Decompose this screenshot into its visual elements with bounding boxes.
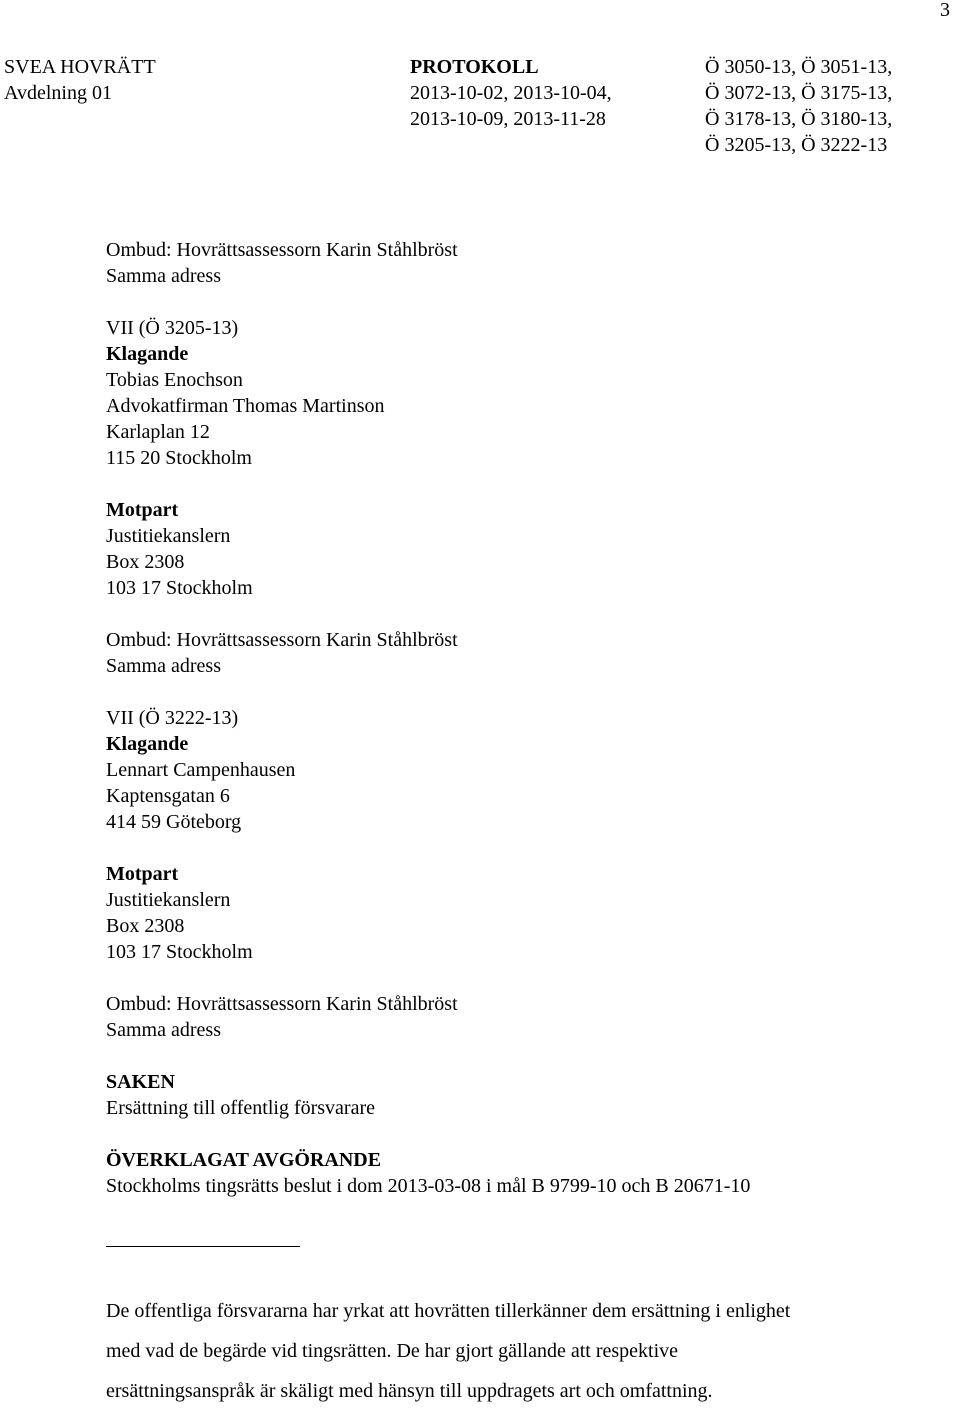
section-heading: Klagande (106, 343, 189, 365)
paragraph-line: ersättningsanspråk är skäligt med hänsyn till uppdragets art och omfattning. (106, 1380, 713, 1402)
section-line: Ombud: Hovrättsassessorn Karin Ståhlbröst (106, 239, 458, 261)
section-line: Kaptensgatan 6 (106, 785, 230, 807)
section-line: 103 17 Stockholm (106, 577, 253, 599)
section-line: Ombud: Hovrättsassessorn Karin Ståhlbröst (106, 629, 458, 651)
section-line: Samma adress (106, 1019, 221, 1041)
section-line: VII (Ö 3205-13) (106, 317, 239, 339)
section-line: 103 17 Stockholm (106, 941, 253, 963)
section-line: Box 2308 (106, 915, 185, 937)
section-line: Samma adress (106, 655, 221, 677)
court-name: SVEA HOVRÄTT (4, 56, 156, 78)
section-line: Ersättning till offentlig försvarare (106, 1097, 375, 1119)
case-numbers-3: Ö 3178-13, Ö 3180-13, (705, 108, 893, 130)
section-heading: ÖVERKLAGAT AVGÖRANDE (106, 1149, 382, 1171)
court-division: Avdelning 01 (4, 82, 112, 104)
case-numbers-2: Ö 3072-13, Ö 3175-13, (705, 82, 893, 104)
section-line: 414 59 Göteborg (106, 811, 242, 833)
decision-paragraph (106, 1291, 906, 1411)
header-protocol-block (410, 54, 612, 132)
section-line: 115 20 Stockholm (106, 447, 252, 469)
case-numbers-1: Ö 3050-13, Ö 3051-13, (705, 56, 893, 78)
section-line: Samma adress (106, 265, 221, 287)
paragraph-line: med vad de begärde vid tingsrätten. De har gjort gällande att respektive (106, 1340, 679, 1362)
section-heading: Motpart (106, 863, 179, 885)
header-case-numbers (705, 54, 892, 158)
section-line: Tobias Enochson (106, 369, 243, 391)
paragraph-line: De offentliga försvararna har yrkat att hovrätten tillerkänner dem ersättning i enlighet (106, 1300, 791, 1322)
section-line: Justitiekanslern (106, 525, 231, 547)
section-line: Stockholms tingsrätts beslut i dom 2013-03-08 i mål B 9799-10 och B 20671-10 (106, 1175, 751, 1197)
section-heading: Motpart (106, 499, 179, 521)
section-divider (106, 1246, 300, 1247)
section-line: Justitiekanslern (106, 889, 231, 911)
section-line: Advokatfirman Thomas Martinson (106, 395, 385, 417)
case-numbers-4: Ö 3205-13, Ö 3222-13 (705, 134, 888, 156)
document-type: PROTOKOLL (410, 56, 539, 78)
section-line: Box 2308 (106, 551, 185, 573)
header-court-block (4, 54, 156, 106)
section-line: VII (Ö 3222-13) (106, 707, 239, 729)
section-heading: Klagande (106, 733, 189, 755)
section-line: Lennart Campenhausen (106, 759, 296, 781)
protocol-dates-2: 2013-10-09, 2013-11-28 (410, 108, 606, 130)
page-number: 3 (940, 0, 950, 21)
section-heading: SAKEN (106, 1071, 175, 1093)
protocol-dates-1: 2013-10-02, 2013-10-04, (410, 82, 612, 104)
section-line: Ombud: Hovrättsassessorn Karin Ståhlbröst (106, 993, 458, 1015)
section-line: Karlaplan 12 (106, 421, 210, 443)
